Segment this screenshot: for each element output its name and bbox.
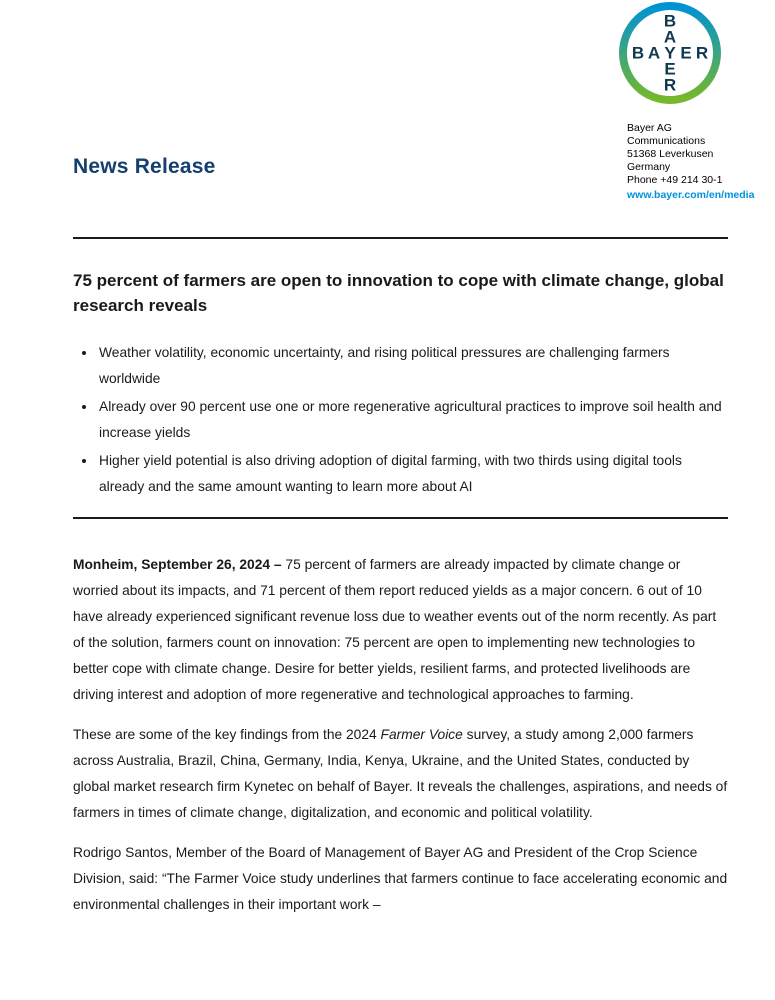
paragraph-survey: [73, 722, 728, 826]
media-website-link[interactable]: www.bayer.com/en/media: [627, 189, 755, 201]
contact-company: Bayer AG: [627, 122, 672, 134]
dateline-bold: Monheim, September 26, 2024 –: [73, 557, 286, 572]
contact-postal: 51368 Leverkusen: [627, 148, 714, 160]
bullet-item: • Weather volatility, economic uncertainty, and rising political pressures are challenging farmers worldwide: [97, 340, 728, 392]
logo-letter: A: [663, 27, 677, 47]
contact-department: Communications: [627, 135, 706, 147]
content-area: [73, 237, 728, 932]
logo-letter: R: [663, 75, 677, 95]
paragraph-dateline: [73, 552, 728, 708]
divider-top: [73, 237, 728, 239]
contact-country: Germany: [627, 161, 671, 173]
paragraph-text: These are some of the key findings from the 2024: [73, 727, 381, 742]
page-title: News Release: [73, 155, 216, 178]
logo-letter: E: [664, 59, 676, 79]
contact-phone: Phone +49 214 30-1: [627, 174, 723, 186]
summary-bullet-list: [73, 340, 728, 500]
logo-letter: R: [695, 43, 709, 63]
bayer-logo: [618, 1, 722, 105]
divider-bottom: [73, 517, 728, 519]
headline: 75 percent of farmers are open to innovation to cope with climate change, global research reveals: [73, 271, 724, 315]
contact-block: [627, 122, 754, 202]
paragraph-text: 75 percent of farmers are already impacted by climate change or worried about its impacts, and 71 percent of them report reduced yields as a major concern. 6 out of 10 have already experienced significant revenue loss due to weather events out of the norm recently. As part of the solution, farmers count on innovation: 75 percent are open to implementing new technologies to better cope with climate change. Desire for better yields, resilient farms, and protected livelihoods are driving interest and adoption of more regenerative and technological approaches to farming.: [73, 557, 717, 702]
logo-letter: E: [680, 43, 692, 63]
bullet-item: • Higher yield potential is also driving adoption of digital farming, with two thirds using digital tools already and the same amount wanting to learn more about AI: [97, 448, 728, 500]
logo-letter: Y: [664, 43, 676, 63]
logo-letter: B: [663, 11, 677, 31]
logo-letter: A: [647, 43, 661, 63]
paragraph-quote: Rodrigo Santos, Member of the Board of Management of Bayer AG and President of the Crop Science Division, said: “The Farmer Voice study underlines that farmers continue to face accelerating economic and environmental challenges in their important work –: [73, 845, 728, 912]
bullet-item: • Already over 90 percent use one or more regenerative agricultural practices to improve soil health and increase yields: [97, 394, 728, 446]
article-body: [73, 552, 728, 918]
farmer-voice-italic: Farmer Voice: [380, 727, 463, 742]
bayer-logo-letters: [632, 12, 708, 95]
paragraph-text: survey, a study among 2,000 farmers across Australia, Brazil, China, Germany, India, Kenya, Ukraine, and the United States, conducted by global market research firm Kynetec on behalf of Bayer. It reveals the challenges, aspirations, and needs of farmers in times of climate change, digitalization, and economic and political volatility.: [73, 727, 728, 820]
logo-letter: B: [631, 43, 645, 63]
